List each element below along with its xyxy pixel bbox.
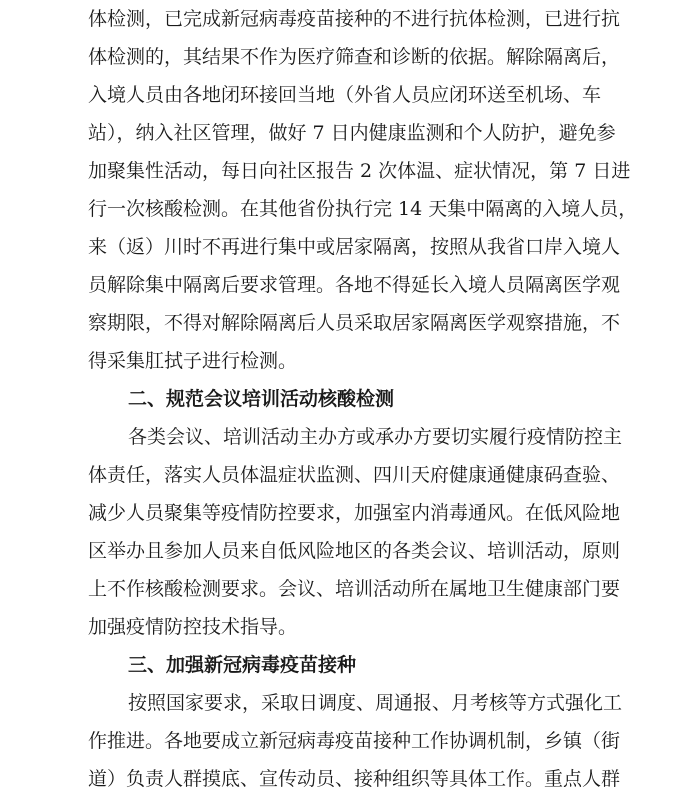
section-heading-3: 三、加强新冠病毒疫苗接种	[128, 654, 357, 676]
document-body	[88, 0, 638, 798]
paragraph-line: 道）负责人群摸底、宣传动员、接种组织等具体工作。重点人群	[88, 768, 621, 790]
paragraph-line: 入境人员由各地闭环接回当地（外省人员应闭环送至机场、车	[88, 84, 602, 106]
paragraph-line: 得采集肛拭子进行检测。	[88, 350, 298, 372]
paragraph-line: 减少人员聚集等疫情防控要求，加强室内消毒通风。在低风险地	[88, 502, 621, 524]
paragraph-line: 上不作核酸检测要求。会议、培训活动所在属地卫生健康部门要	[88, 578, 621, 600]
paragraph-line: 加强疫情防控技术指导。	[88, 616, 298, 638]
paragraph-line: 作推进。各地要成立新冠病毒疫苗接种工作协调机制，乡镇（街	[88, 730, 621, 752]
paragraph-line: 加聚集性活动，每日向社区报告 2 次体温、症状情况，第 7 日进	[88, 160, 631, 182]
paragraph-line: 体检测的，其结果不作为医疗筛查和诊断的依据。解除隔离后，	[88, 46, 621, 68]
paragraph-line: 区举办且参加人员来自低风险地区的各类会议、培训活动，原则	[88, 540, 621, 562]
paragraph-line: 按照国家要求，采取日调度、周通报、月考核等方式强化工	[128, 692, 623, 714]
paragraph-line: 各类会议、培训活动主办方或承办方要切实履行疫情防控主	[128, 426, 623, 448]
paragraph-line: 体检测，已完成新冠病毒疫苗接种的不进行抗体检测，已进行抗	[88, 8, 621, 30]
paragraph-line: 察期限，不得对解除隔离后人员采取居家隔离医学观察措施，不	[88, 312, 621, 334]
paragraph-line: 来（返）川时不再进行集中或居家隔离，按照从我省口岸入境人	[88, 236, 621, 258]
paragraph-line: 员解除集中隔离后要求管理。各地不得延长入境人员隔离医学观	[88, 274, 621, 296]
paragraph-line: 体责任，落实人员体温症状监测、四川天府健康通健康码查验、	[88, 464, 621, 486]
section-heading-2: 二、规范会议培训活动核酸检测	[128, 388, 395, 410]
paragraph-line: 站），纳入社区管理，做好 7 日内健康监测和个人防护，避免参	[88, 122, 616, 144]
paragraph-line: 行一次核酸检测。在其他省份执行完 14 天集中隔离的入境人员，	[88, 198, 638, 220]
